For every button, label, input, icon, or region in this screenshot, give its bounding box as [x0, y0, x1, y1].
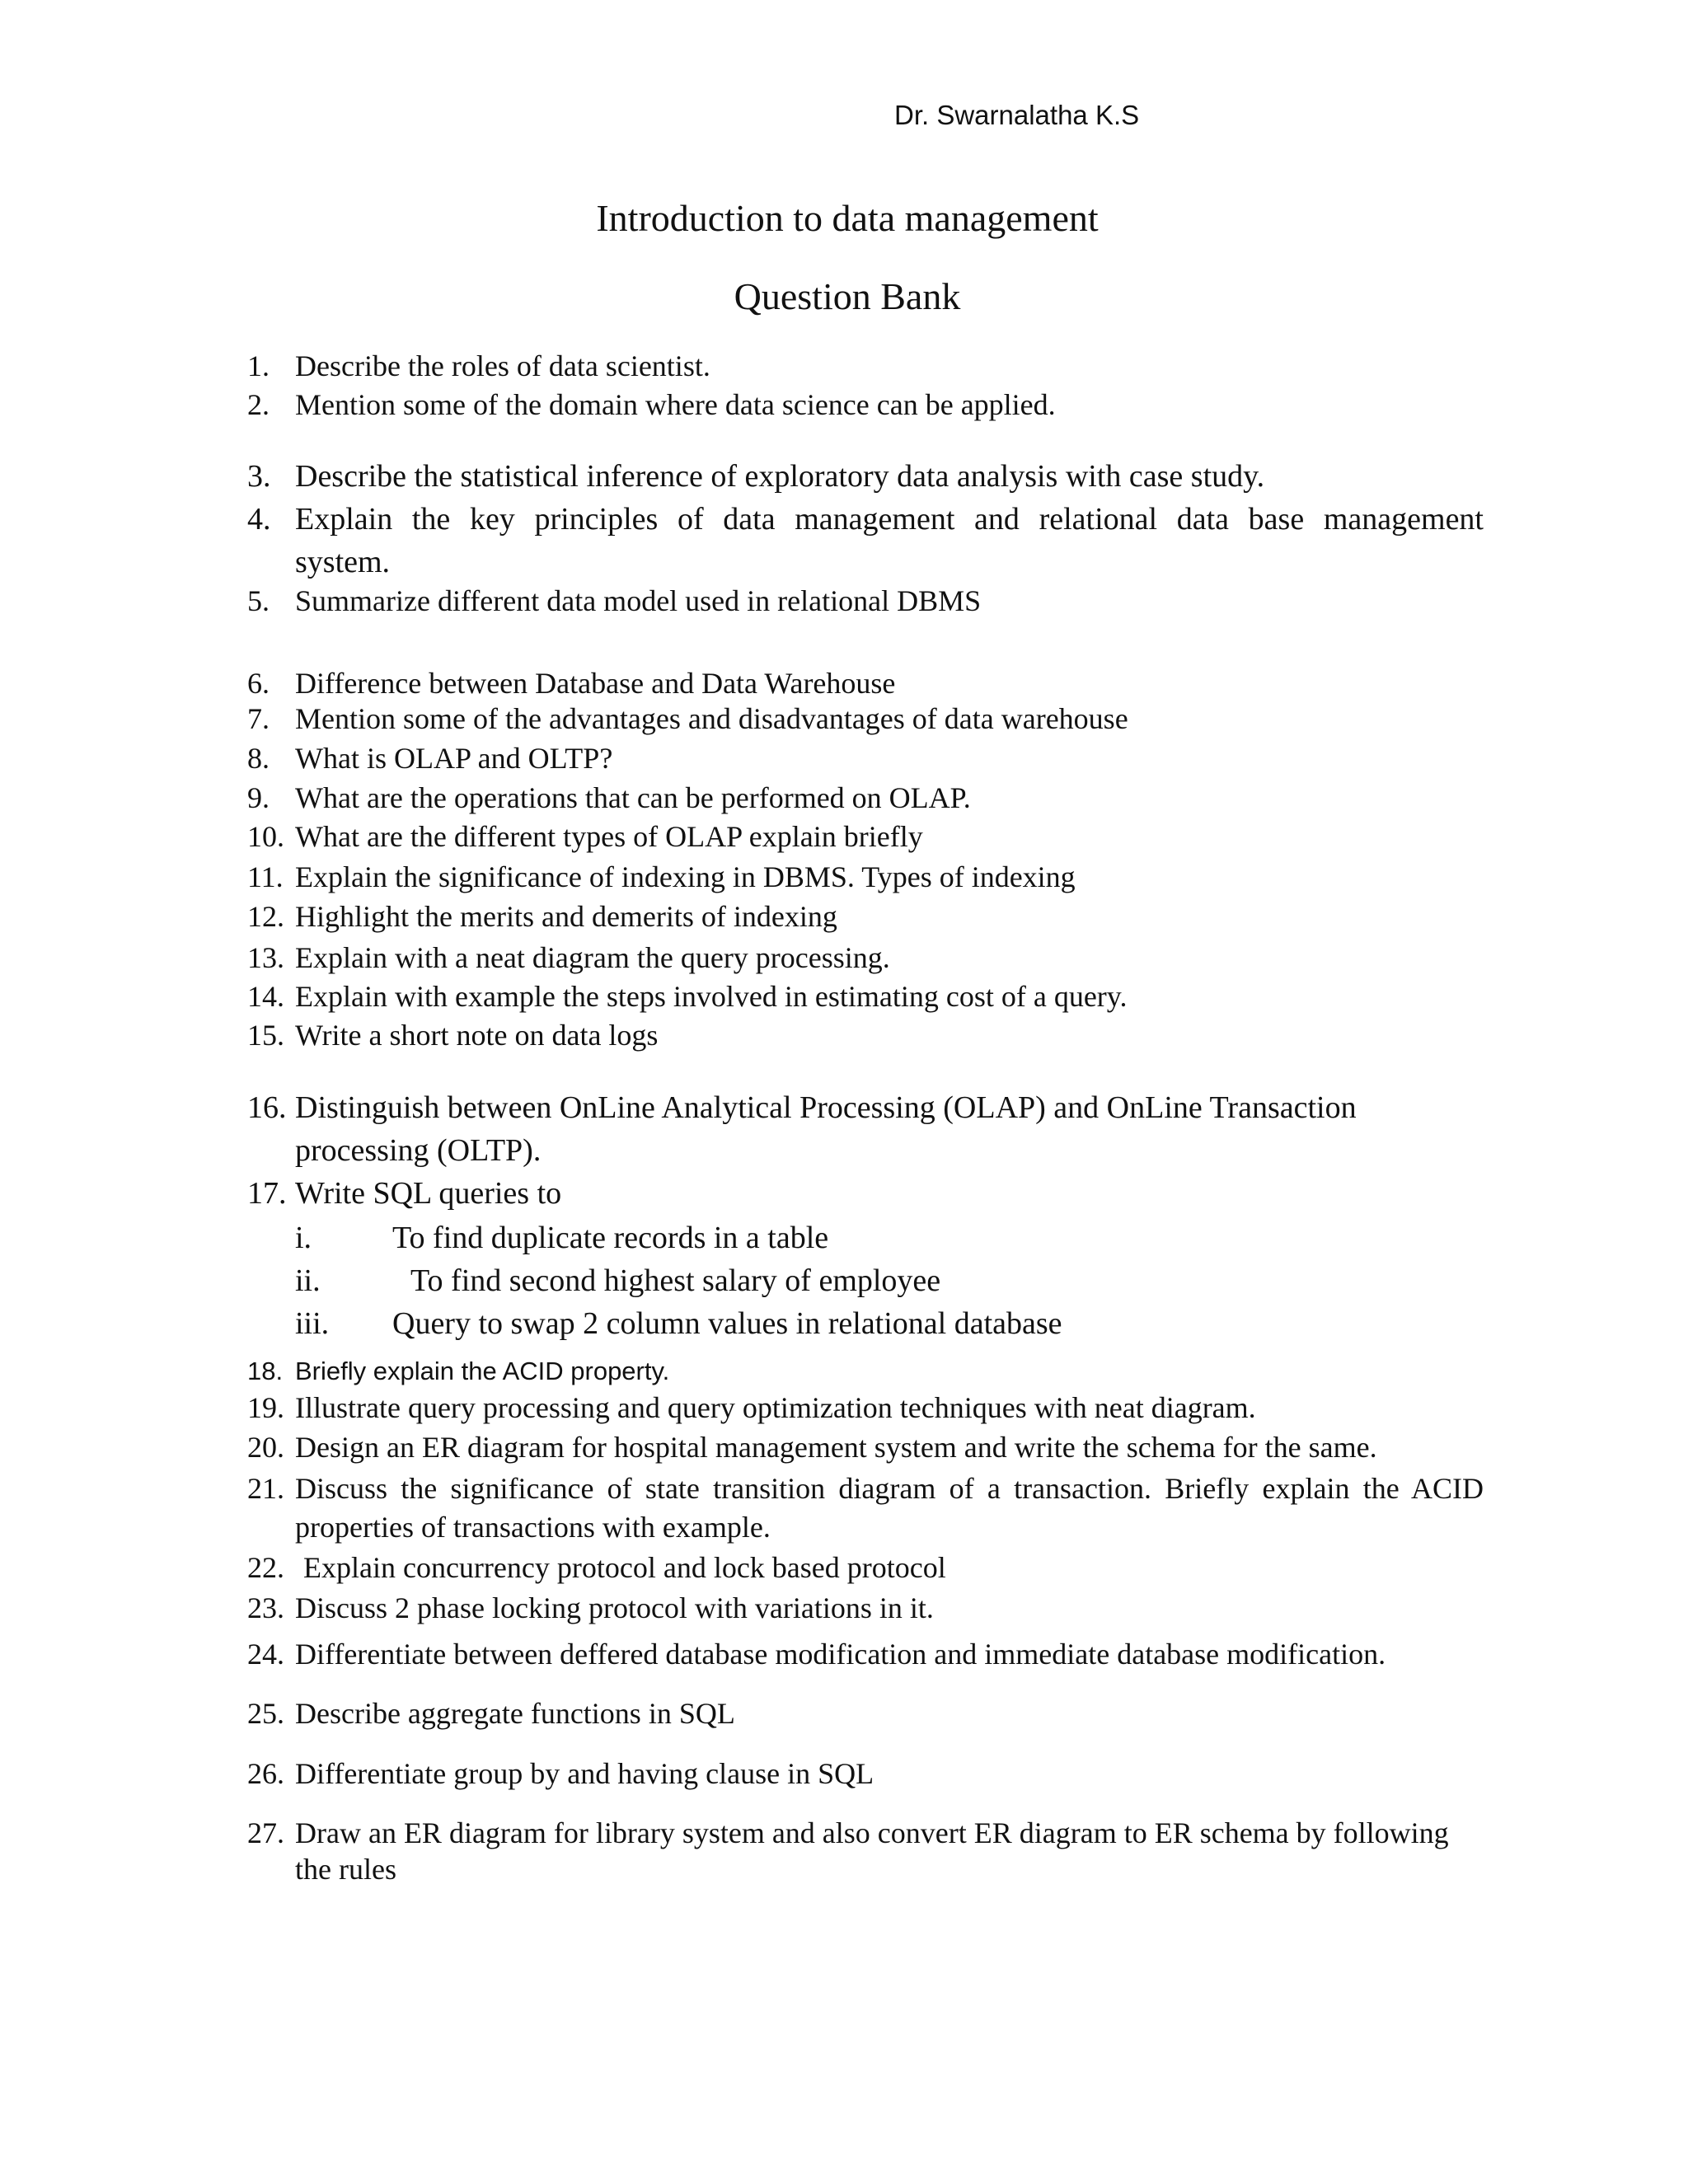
question-text: Summarize different data model used in relational DBMS — [295, 584, 982, 617]
question-number: 5. — [247, 584, 270, 617]
question-text: Describe aggregate functions in SQL — [295, 1697, 735, 1730]
question-text: Discuss the significance of state transition diagram of a transaction. Briefly explain the ACID — [295, 1472, 1484, 1505]
subitem-text: To find second highest salary of employee — [410, 1263, 941, 1298]
question-number: 12. — [247, 900, 284, 933]
subitem-text: Query to swap 2 column values in relational database — [392, 1306, 1062, 1341]
question-number: 26. — [247, 1757, 284, 1790]
question-number: 18. — [247, 1357, 284, 1385]
question-text: Design an ER diagram for hospital management system and write the schema for the same. — [295, 1431, 1377, 1464]
question-number: 23. — [247, 1591, 284, 1624]
question-text: Write SQL queries to — [295, 1176, 562, 1211]
question-number: 25. — [247, 1697, 284, 1730]
question-text-continued: processing (OLTP). — [295, 1133, 542, 1168]
question-text: Briefly explain the ACID property. — [295, 1357, 670, 1385]
question-text: Highlight the merits and demerits of indexing — [295, 900, 837, 933]
document-title: Introduction to data management — [596, 197, 1099, 239]
document-subtitle: Question Bank — [734, 275, 961, 317]
question-text: What is OLAP and OLTP? — [295, 742, 613, 775]
question-text: Explain the key principles of data management and relational data base management — [295, 502, 1484, 537]
question-text: Explain concurrency protocol and lock based protocol — [303, 1551, 946, 1584]
subitem-text: To find duplicate records in a table — [392, 1221, 829, 1255]
subitem-numeral: iii. — [295, 1306, 330, 1341]
question-number: 24. — [247, 1638, 284, 1671]
question-number: 27. — [247, 1816, 284, 1849]
question-number: 7. — [247, 702, 270, 735]
question-text: Distinguish between OnLine Analytical Processing (OLAP) and OnLine Transaction — [295, 1090, 1357, 1125]
question-number: 21. — [247, 1472, 284, 1505]
question-number: 3. — [247, 459, 271, 494]
question-number: 16. — [247, 1090, 287, 1125]
subitem-numeral: i. — [295, 1221, 312, 1255]
question-number: 14. — [247, 980, 284, 1013]
question-number: 1. — [247, 349, 270, 382]
question-number: 6. — [247, 667, 270, 700]
question-number: 4. — [247, 502, 271, 537]
question-text: What are the operations that can be performed on OLAP. — [295, 781, 971, 814]
question-text: Differentiate between deffered database modification and immediate database modification. — [295, 1638, 1386, 1671]
question-number: 11. — [247, 860, 284, 893]
question-number: 20. — [247, 1431, 284, 1464]
question-text: Explain with example the steps involved in estimating cost of a query. — [295, 980, 1128, 1013]
question-text-continued: the rules — [295, 1853, 396, 1886]
question-text: Mention some of the advantages and disadvantages of data warehouse — [295, 702, 1128, 735]
question-text-continued: properties of transactions with example. — [295, 1511, 771, 1544]
question-text: What are the different types of OLAP explain briefly — [295, 820, 923, 853]
question-number: 13. — [247, 941, 284, 974]
question-text: Mention some of the domain where data science can be applied. — [295, 388, 1056, 421]
question-number: 17. — [247, 1176, 287, 1211]
question-text: Illustrate query processing and query optimization techniques with neat diagram. — [295, 1391, 1256, 1424]
question-text: Difference between Database and Data Warehouse — [295, 667, 896, 700]
question-number: 2. — [247, 388, 270, 421]
question-number: 19. — [247, 1391, 284, 1424]
question-text: Describe the statistical inference of exploratory data analysis with case study. — [295, 459, 1265, 494]
question-text-continued: system. — [295, 545, 391, 579]
question-text: Describe the roles of data scientist. — [295, 349, 710, 382]
question-text: Discuss 2 phase locking protocol with variations in it. — [295, 1591, 934, 1624]
question-text: Write a short note on data logs — [295, 1019, 659, 1052]
subitem-numeral: ii. — [295, 1263, 321, 1298]
question-text: Explain with a neat diagram the query processing. — [295, 941, 890, 974]
question-text: Differentiate group by and having clause in SQL — [295, 1757, 874, 1790]
question-number: 9. — [247, 781, 270, 814]
author-name: Dr. Swarnalatha K.S — [894, 100, 1140, 130]
question-text: Draw an ER diagram for library system and also convert ER diagram to ER schema by following — [295, 1816, 1449, 1849]
question-number: 15. — [247, 1019, 284, 1052]
question-text: Explain the significance of indexing in DBMS. Types of indexing — [295, 860, 1076, 893]
question-number: 8. — [247, 742, 270, 775]
question-number: 10. — [247, 820, 284, 853]
question-number: 22. — [247, 1551, 284, 1584]
